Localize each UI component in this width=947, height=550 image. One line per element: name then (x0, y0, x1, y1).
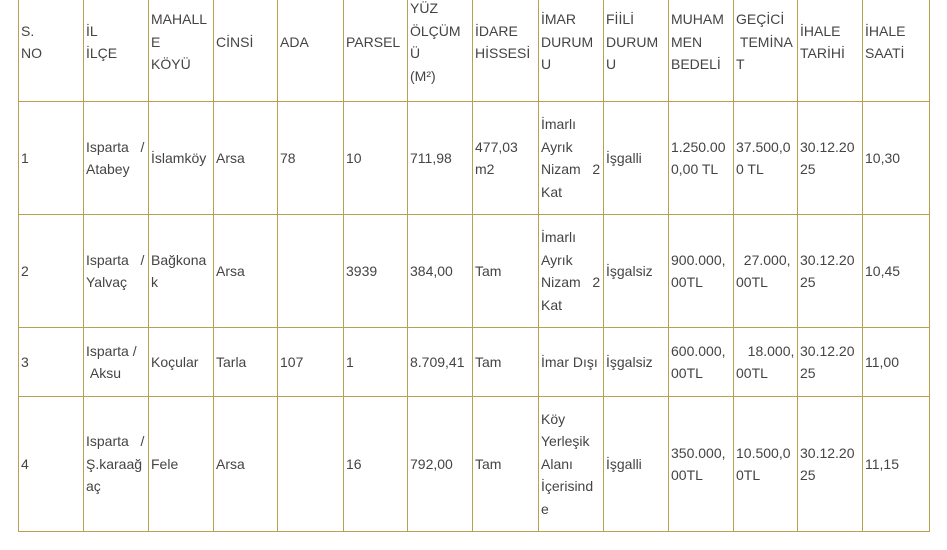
cell-ada (278, 397, 344, 532)
cell-fiili-durumu: İşgalli (604, 397, 669, 532)
header-mahalle-koyu: MAHALL E KÖYÜ (149, 0, 214, 102)
cell-mahalle-koyu: Bağkona k (149, 215, 214, 328)
cell-il-ilce: Isparta / Ş.karaağ aç (84, 397, 149, 532)
cell-fiili-durumu: İşgalsiz (604, 328, 669, 397)
cell-cinsi: Tarla (214, 328, 278, 397)
cell-ada: 78 (278, 102, 344, 215)
cell-ihale-tarihi: 30.12.20 25 (798, 215, 863, 328)
cell-mahalle-koyu: İslamköy (149, 102, 214, 215)
cell-ihale-saati: 10,45 (863, 215, 930, 328)
header-parsel: PARSEL (344, 0, 408, 102)
tender-table (18, 0, 930, 532)
cell-muhammen-bedeli: 350.000, 00TL (669, 397, 734, 532)
cell-yuz-olcumu: 8.709,41 (408, 328, 473, 397)
cell-muhammen-bedeli: 1.250.00 0,00 TL (669, 102, 734, 215)
cell-idare-hissesi: Tam (473, 215, 539, 328)
header-idare-hissesi: İDARE HİSSESİ (473, 0, 539, 102)
cell-ihale-tarihi: 30.12.20 25 (798, 328, 863, 397)
header-gecici-teminat: GEÇİCİ TEMİNA T (734, 0, 798, 102)
cell-muhammen-bedeli: 900.000, 00TL (669, 215, 734, 328)
header-il-ilce: İL İLÇE (84, 0, 149, 102)
cell-parsel: 1 (344, 328, 408, 397)
header-ada: ADA (278, 0, 344, 102)
cell-idare-hissesi: Tam (473, 328, 539, 397)
cell-ihale-saati: 10,30 (863, 102, 930, 215)
cell-gecici-teminat: 18.000, 00TL (734, 328, 798, 397)
cell-fiili-durumu: İşgalsiz (604, 215, 669, 328)
cell-idare-hissesi: Tam (473, 397, 539, 532)
cell-mahalle-koyu: Koçular (149, 328, 214, 397)
cell-yuz-olcumu: 792,00 (408, 397, 473, 532)
cell-mahalle-koyu: Fele (149, 397, 214, 532)
cell-ada: 107 (278, 328, 344, 397)
cell-cinsi: Arsa (214, 102, 278, 215)
cell-yuz-olcumu: 711,98 (408, 102, 473, 215)
table-row (19, 328, 930, 397)
header-ihale-saati: İHALE SAATİ (863, 0, 930, 102)
cell-il-ilce: Isparta / Yalvaç (84, 215, 149, 328)
header-row (19, 0, 930, 102)
cell-yuz-olcumu: 384,00 (408, 215, 473, 328)
cell-cinsi: Arsa (214, 397, 278, 532)
header-fiili-durumu: FİİLİ DURUM U (604, 0, 669, 102)
cell-parsel: 10 (344, 102, 408, 215)
table-row (19, 215, 930, 328)
cell-imar-durumu: İmar Dışı (539, 328, 604, 397)
table-row (19, 397, 930, 532)
table-row (19, 102, 930, 215)
header-cinsi: CİNSİ (214, 0, 278, 102)
cell-cinsi: Arsa (214, 215, 278, 328)
cell-sno: 4 (19, 397, 84, 532)
cell-muhammen-bedeli: 600.000, 00TL (669, 328, 734, 397)
header-muhammen-bedeli: MUHAM MEN BEDELİ (669, 0, 734, 102)
header-imar-durumu: İMAR DURUM U (539, 0, 604, 102)
header-ihale-tarihi: İHALE TARİHİ (798, 0, 863, 102)
cell-parsel: 3939 (344, 215, 408, 328)
cell-ihale-saati: 11,00 (863, 328, 930, 397)
cell-ada (278, 215, 344, 328)
cell-ihale-saati: 11,15 (863, 397, 930, 532)
cell-gecici-teminat: 10.500,0 0TL (734, 397, 798, 532)
cell-imar-durumu: İmarlı Ayrık Nizam 2 Kat (539, 102, 604, 215)
cell-idare-hissesi: 477,03 m2 (473, 102, 539, 215)
cell-parsel: 16 (344, 397, 408, 532)
cell-sno: 3 (19, 328, 84, 397)
cell-ihale-tarihi: 30.12.20 25 (798, 102, 863, 215)
cell-imar-durumu: İmarlı Ayrık Nizam 2 Kat (539, 215, 604, 328)
cell-imar-durumu: Köy Yerleşik Alanı İçerisind e (539, 397, 604, 532)
cell-ihale-tarihi: 30.12.20 25 (798, 397, 863, 532)
header-sno: S. NO (19, 0, 84, 102)
cell-gecici-teminat: 37.500,0 0 TL (734, 102, 798, 215)
cell-il-ilce: Isparta / Atabey (84, 102, 149, 215)
cell-sno: 1 (19, 102, 84, 215)
cell-sno: 2 (19, 215, 84, 328)
cell-gecici-teminat: 27.000, 00TL (734, 215, 798, 328)
cell-il-ilce: Isparta / Aksu (84, 328, 149, 397)
header-yuz-olcumu: YÜZ ÖLÇÜM Ü (M²) (408, 0, 473, 102)
cell-fiili-durumu: İşgalli (604, 102, 669, 215)
